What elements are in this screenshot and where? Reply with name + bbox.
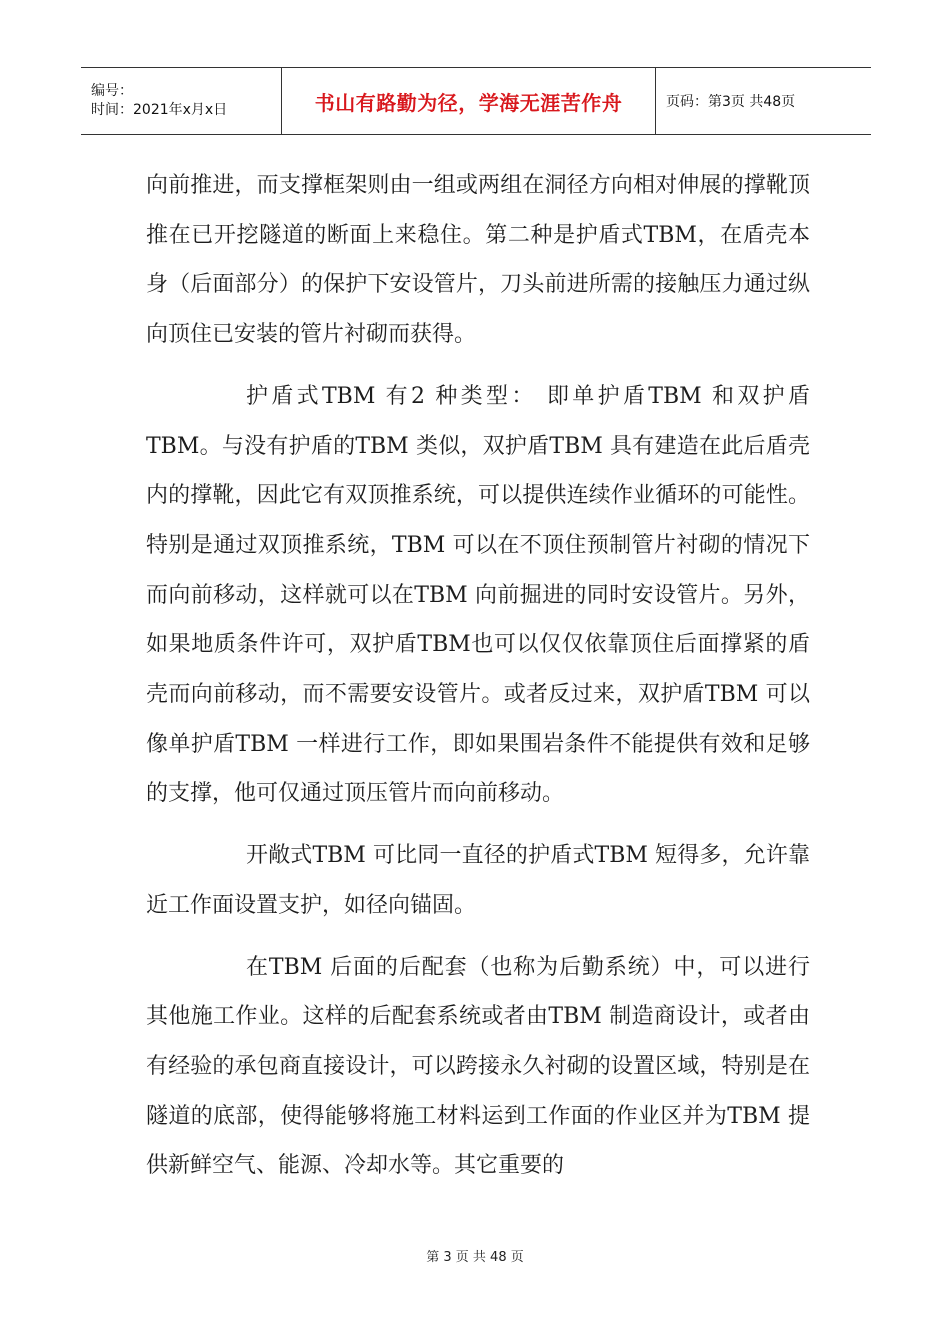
- header-meta: [81, 68, 282, 134]
- page-info-text: 页码：第3页 共48页: [666, 94, 796, 110]
- page-footer: [0, 1246, 950, 1265]
- body-paragraph-2: 护盾式TBM 有2 种类型： 即单护盾TBM 和双护盾TBM。与没有护盾的TBM 类似，双护盾TBM 具有建造在此后盾壳内的撑靴，因此它有双顶推系统，可以提供连续作业循环的可能性。特别是通过双顶推系统，TBM 可以在不顶住预制管片衬砌的情况下而向前移动，这样就可以在TBM 向前掘进的同时安设管片。另外，如果地质条件许可，双护盾TBM也可以仅仅依靠顶住后面撑紧的盾壳而向前移动，而不需要安设管片。或者反过来，双护盾TBM 可以像单护盾TBM 一样进行工作，即如果围岩条件不能提供有效和足够的支撑，他可仅通过顶压管片而向前移动。: [146, 383, 810, 807]
- document-body: [146, 161, 810, 1191]
- body-paragraph-3: 开敞式TBM 可比同一直径的护盾式TBM 短得多，允许靠近工作面设置支护，如径向锚固。: [146, 843, 810, 918]
- body-paragraph-1: 向前推进，而支撑框架则由一组或两组在洞径方向相对伸展的撑靴顶推在已开挖隧道的断面上来稳住。第二种是护盾式TBM，在盾壳本身（后面部分）的保护下安设管片，刀头前进所需的接触压力通过纵向顶住已安装的管片衬砌而获得。: [146, 173, 810, 348]
- header-motto: [282, 68, 656, 134]
- body-paragraph-4: 在TBM 后面的后配套（也称为后勤系统）中，可以进行其他施工作业。这样的后配套系统或者由TBM 制造商设计，或者由有经验的承包商直接设计，可以跨接永久衬砌的设置区域，特别是在隧道的底部，使得能够将施工材料运到工作面的作业区并为TBM 提供新鲜空气、能源、冷却水等。其它重要的: [146, 954, 810, 1179]
- document-date: 时间：2021年x月x日: [91, 102, 228, 118]
- document-header: [81, 67, 871, 135]
- footer-page-number: 第 3 页 共 48 页: [426, 1250, 524, 1265]
- header-page-info: [656, 68, 871, 134]
- document-number-label: 编号：: [91, 83, 133, 99]
- motto-text: 书山有路勤为径，学海无涯苦作舟: [314, 90, 623, 115]
